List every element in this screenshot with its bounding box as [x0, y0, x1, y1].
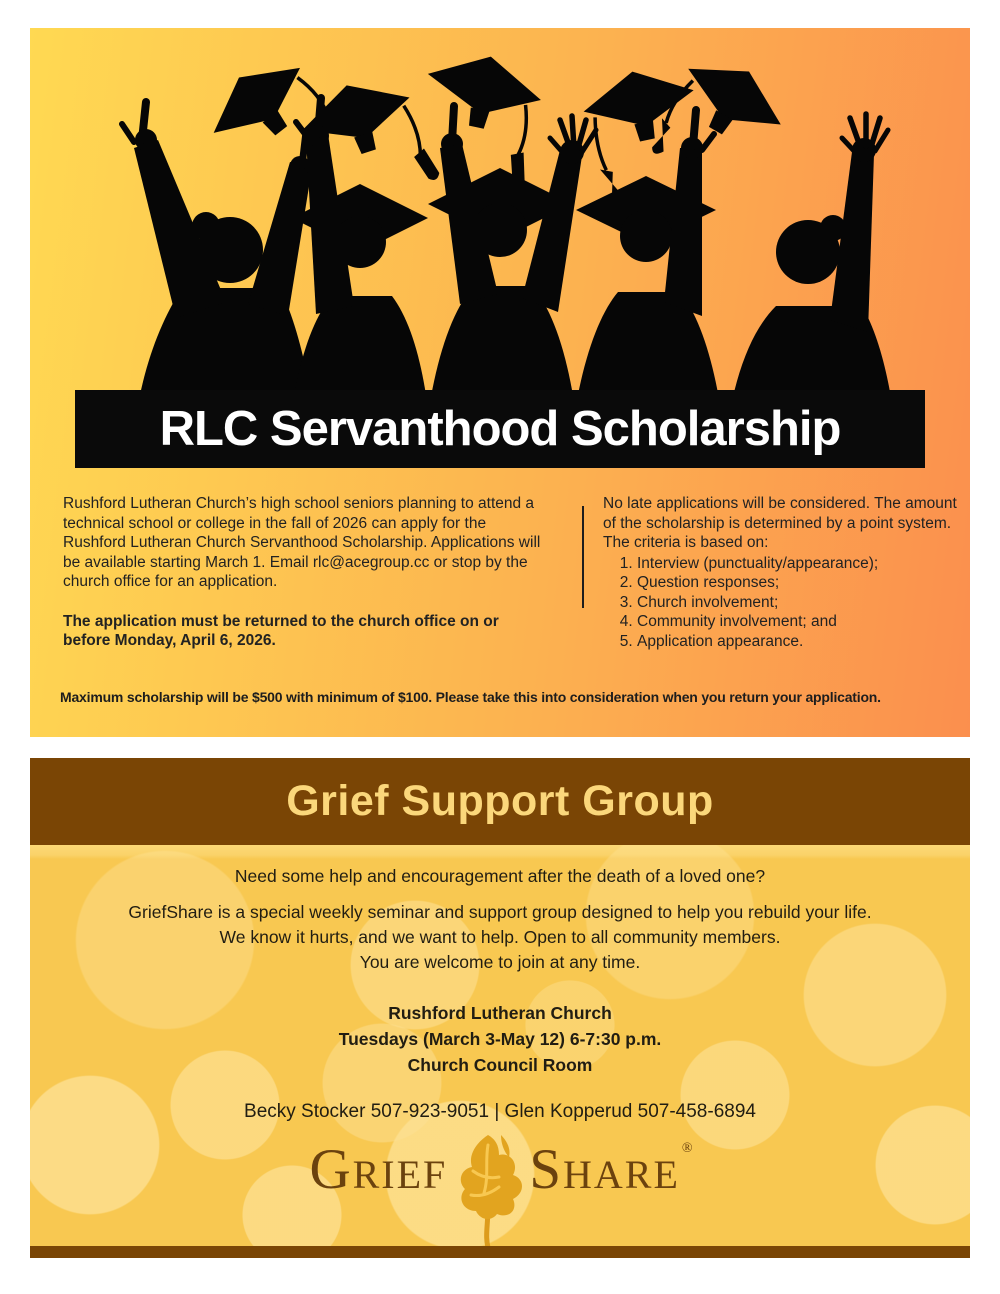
grief-title-banner [30, 758, 970, 845]
griefshare-logo-word-grief: GRIEF [309, 1138, 448, 1201]
griefshare-logo [30, 1139, 970, 1219]
grief-contacts: Becky Stocker 507-923-9051 | Glen Kopperud 507-458-6894 [244, 1101, 756, 1122]
scholarship-right-column [603, 494, 958, 651]
grief-room: Church Council Room [407, 1055, 593, 1075]
scholarship-title-banner [75, 390, 925, 468]
criteria-item: 1. Interview (punctuality/appearance); [637, 554, 958, 574]
grief-description-line: GriefShare is a special weekly seminar and support group designed to help you rebuild your life. [128, 902, 872, 922]
griefshare-leaf-icon [447, 1139, 529, 1201]
scholarship-deadline-paragraph: The application must be returned to the church office on or before Monday, April 6, 2026. [63, 612, 499, 649]
scholarship-flyer [30, 28, 970, 737]
criteria-item: 4. Community involvement; and [637, 612, 958, 632]
grief-flyer [30, 845, 970, 1246]
criteria-item: 2. Question responses; [637, 573, 958, 593]
grief-description [30, 900, 970, 975]
grief-page-title: Grief Support Group [286, 777, 714, 825]
grief-description-line: You are welcome to join at any time. [359, 952, 641, 972]
scholarship-page-title: RLC Servanthood Scholarship [159, 402, 841, 456]
scholarship-footnote: Maximum scholarship will be $500 with minimum of $100. Please take this into consideration when you return your application. [60, 689, 881, 705]
grief-meeting-details [30, 1000, 970, 1078]
scholarship-left-column [63, 494, 541, 651]
column-divider [582, 506, 584, 608]
grief-description-line: We know it hurts, and we want to help. Open to all community members. [219, 927, 781, 947]
criteria-item: 5. Application appearance. [637, 632, 958, 652]
grief-question: Need some help and encouragement after the death of a loved one? [234, 866, 766, 886]
criteria-item: 3. Church involvement; [637, 593, 958, 613]
bottom-accent-bar [30, 1246, 970, 1258]
criteria-intro: No late applications will be considered. The amount of the scholarship is determined by a point system. The criteria is based on: [603, 495, 957, 551]
grief-location: Rushford Lutheran Church [388, 1003, 612, 1023]
grief-schedule: Tuesdays (March 3-May 12) 6-7:30 p.m. [338, 1029, 662, 1049]
griefshare-logo-word-share: SHARE [529, 1138, 680, 1201]
criteria-list [603, 554, 958, 652]
registered-trademark-mark: ® [681, 1141, 693, 1156]
scholarship-intro-paragraph: Rushford Lutheran Church’s high school seniors planning to attend a technical school or college in the fall of 2026 can apply for the Rushford Lutheran Church Servanthood Scholarship. Applications will be available starting March 1. Email rlc@acegroup.cc or stop by the church office for an application. [63, 495, 541, 590]
